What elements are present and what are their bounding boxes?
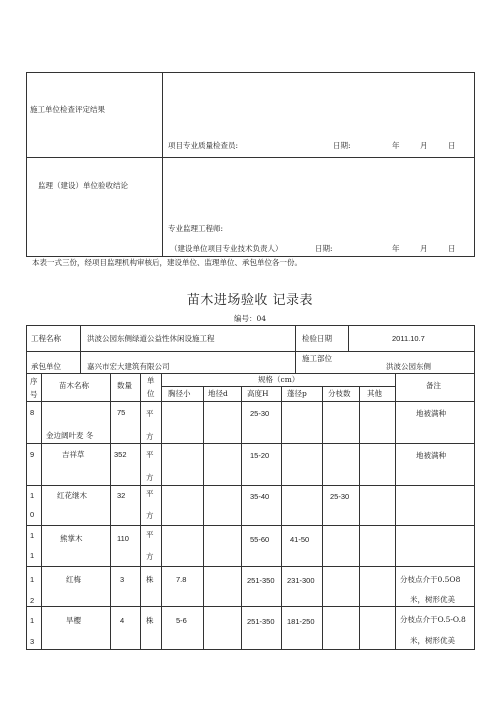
header-chest-diameter: 胸径小: [168, 389, 191, 398]
row-5-seq-2: 2: [30, 596, 35, 605]
row-1-plant-name: 金边阔叶麦 冬: [46, 431, 94, 440]
row-4-crown-diameter: 41-50: [290, 535, 310, 544]
header-plant-name: 苗木名称: [59, 381, 89, 390]
row-3-branch-count: 25-30: [330, 492, 350, 501]
row-5-quantity: 3: [120, 575, 125, 584]
header-unit-1: 单: [147, 376, 155, 385]
header-seq-2: 号: [30, 390, 38, 399]
header-quantity: 数量: [117, 381, 132, 390]
page-title: 苗木进场验收 记录表: [186, 293, 314, 308]
inspection-date-value: 2011.10.7: [392, 334, 425, 343]
row-6-remark-2: 米，树形优美: [410, 636, 455, 645]
distribution-note: 本表一式三份，经项目监理机构审核后，建设单位、监理单位、承包单位各一份。: [32, 258, 302, 267]
row-2-unit-1: 平: [146, 450, 154, 459]
row-4-plant-name: 熊掌木: [60, 534, 83, 543]
row-1-unit-1: 平: [146, 409, 154, 418]
row-6-unit-1: 株: [146, 616, 154, 625]
supervision-conclusion-label: 监理（建设）单位验收结论: [38, 181, 128, 190]
header-other: 其他: [367, 389, 382, 398]
row-5-height: 251-350: [247, 576, 275, 585]
header-seq-1: 序: [30, 377, 38, 386]
row-2-height: 15-20: [250, 451, 270, 460]
row-2-plant-name: 吉祥草: [62, 450, 85, 459]
row-6-quantity: 4: [120, 616, 125, 625]
project-name-value: 洪波公园东侧绿道公益性休闲设施工程: [87, 334, 215, 343]
row-1-unit-2: 方: [146, 432, 154, 441]
contractor-label: 承包单位: [31, 362, 61, 371]
row-6-seq-2: 3: [30, 637, 35, 646]
row-4-height: 55-60: [250, 535, 270, 544]
row-6-chest-diameter: 5-6: [176, 616, 187, 625]
year-label-2: 年: [392, 244, 400, 253]
row-3-plant-name: 红花继木: [57, 491, 87, 500]
header-crown-diameter: 蓬径p: [287, 389, 307, 398]
header-height: 高度H: [247, 389, 269, 398]
row-4-unit-2: 方: [146, 552, 154, 561]
construction-part-label: 施工部位: [302, 354, 332, 363]
month-label-2: 月: [420, 244, 428, 253]
row-5-chest-diameter: 7.8: [176, 575, 187, 584]
row-3-seq-1: 1: [30, 491, 35, 500]
inspector-label: 项目专业质量检查员:: [168, 141, 239, 150]
construction-part-value: 洪波公园东侧: [386, 362, 431, 371]
row-1-seq-1: 8: [30, 408, 35, 417]
header-ground-diameter: 地径d: [208, 389, 228, 398]
row-2-quantity: 352: [114, 450, 127, 459]
row-6-crown-diameter: 181-250: [287, 617, 315, 626]
row-1-quantity: 75: [117, 408, 126, 417]
row-3-unit-2: 方: [146, 511, 154, 520]
row-2-remark: 地被满种: [416, 451, 446, 460]
year-label-1: 年: [392, 141, 400, 150]
row-4-quantity: 110: [117, 534, 129, 543]
row-1-height: 25-30: [250, 409, 270, 418]
row-6-height: 251-350: [247, 617, 275, 626]
row-5-seq-1: 1: [30, 575, 35, 584]
row-5-unit-1: 株: [146, 575, 154, 584]
row-1-remark: 地被满种: [416, 409, 446, 418]
row-3-quantity: 32: [117, 491, 126, 500]
date-label-1: 日期:: [333, 141, 351, 150]
row-3-seq-2: 0: [30, 510, 35, 519]
date-label-2: 日期:: [315, 244, 333, 253]
row-6-seq-1: 1: [30, 616, 35, 625]
day-label-2: 日: [448, 244, 456, 253]
construction-result-label: 施工单位检查评定结果: [30, 105, 105, 114]
row-4-seq-2: 1: [30, 551, 35, 560]
day-label-1: 日: [448, 141, 456, 150]
row-5-remark-1: 分枝点介于0.5O8: [400, 575, 461, 584]
owner-label: （建设单位项目专业技术负责人）: [170, 244, 283, 253]
inspection-date-label: 检验日期: [302, 334, 332, 343]
row-5-remark-2: 米，树形优美: [410, 595, 455, 604]
serial-number: 编号：04: [233, 314, 267, 323]
row-2-unit-2: 方: [146, 473, 154, 482]
row-6-remark-1: 分枝点介于O.5-O.8: [400, 615, 466, 624]
row-6-plant-name: 旱樱: [66, 616, 81, 625]
header-branch-count: 分枝数: [328, 389, 351, 398]
row-4-seq-1: 1: [30, 531, 35, 540]
row-4-unit-1: 平: [146, 530, 154, 539]
row-3-unit-1: 平: [146, 489, 154, 498]
row-5-plant-name: 红梅: [66, 575, 81, 584]
month-label-1: 月: [420, 141, 428, 150]
row-5-crown-diameter: 231-300: [287, 576, 315, 585]
engineer-label: 专业监理工程师:: [168, 224, 224, 233]
contractor-value: 嘉兴市宏大建筑有限公司: [87, 362, 170, 371]
row-3-height: 35-40: [250, 492, 270, 501]
header-specification: 规格（cm）: [258, 375, 300, 384]
project-name-label: 工程名称: [31, 334, 61, 343]
header-remark: 备注: [426, 381, 441, 390]
header-unit-2: 位: [147, 389, 155, 398]
row-2-seq-1: 9: [30, 450, 35, 459]
